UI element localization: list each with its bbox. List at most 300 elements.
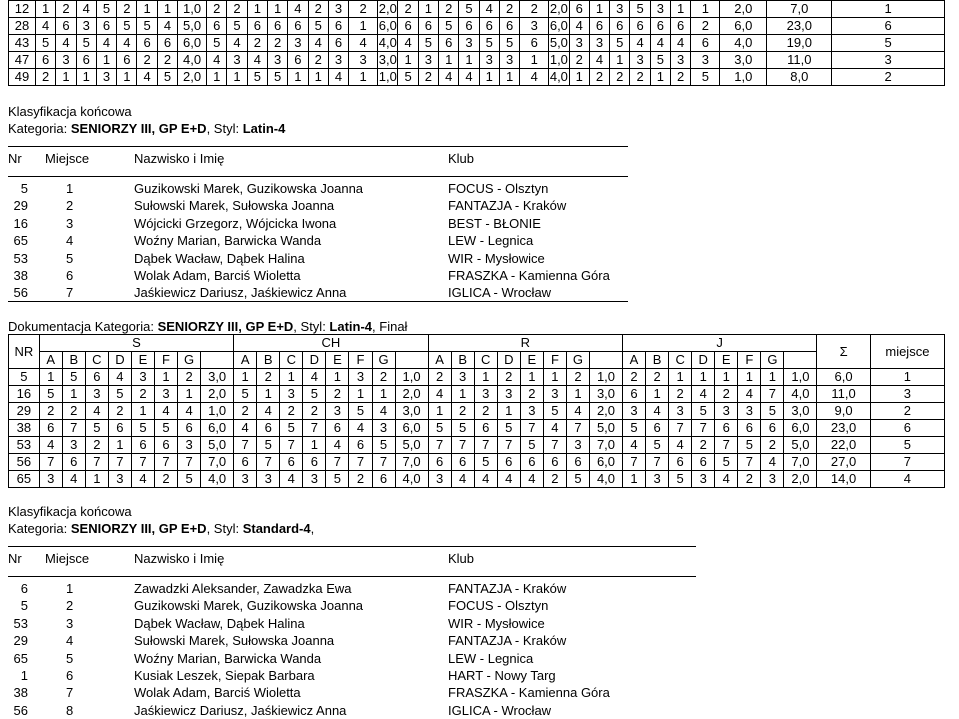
table-cell: 4,0 <box>549 69 568 84</box>
table-cell: 7,0 <box>201 454 234 471</box>
table-cell: 2,0 <box>178 69 207 86</box>
section1-rule-bottom <box>8 301 628 302</box>
table-cell: 1 <box>108 437 131 454</box>
table-cell: 7,0 <box>767 1 832 18</box>
table-cell: 5,0 <box>201 437 234 454</box>
table-cell: 3 <box>85 386 108 403</box>
list-item <box>8 667 648 684</box>
table-cell: 2 <box>646 369 669 386</box>
table-cell: 6 <box>630 18 650 35</box>
table-cell: 5 <box>669 471 692 488</box>
table-cell: 4,0 <box>590 471 623 488</box>
table-cell: 4 <box>56 35 76 52</box>
list-item <box>8 632 648 649</box>
table-cell: 3,0 <box>784 403 817 420</box>
table-cell: 3 <box>520 403 543 420</box>
table-cell: 5 <box>650 52 670 69</box>
judge-header: G <box>761 352 784 369</box>
table-cell: 2 <box>257 369 280 386</box>
table-cell: 1 <box>280 369 303 386</box>
section1-title: Klasyfikacja końcowa <box>8 104 132 119</box>
table-row <box>9 454 945 471</box>
table-cell: 7 <box>280 437 303 454</box>
entry-place: 8 <box>66 702 74 718</box>
table-cell: 5 <box>76 35 96 52</box>
entry-club: IGLICA - Wrocław <box>448 285 552 301</box>
entry-club: FOCUS - Olsztyn <box>448 181 549 196</box>
table-cell: 3 <box>479 52 499 69</box>
table-cell: 5 <box>257 437 280 454</box>
entry-club: LEW - Legnica <box>448 233 534 249</box>
table-cell: 8,0 <box>767 69 832 86</box>
top-results-table <box>8 0 945 86</box>
judge-header: E <box>520 352 543 369</box>
documentation-title: Dokumentacja Kategoria: SENIORZY III, GP E+D, Styl: Latin-4, Finał <box>8 319 408 334</box>
table-cell: 1 <box>227 69 247 86</box>
table-cell: 1 <box>459 52 479 69</box>
judge-header: A <box>39 352 62 369</box>
table-cell: 7 <box>692 420 715 437</box>
table-cell: 4 <box>520 471 543 488</box>
table-cell: 4 <box>257 403 280 420</box>
table-cell: 4 <box>428 386 451 403</box>
entry-place: 4 <box>66 233 74 249</box>
table-cell: 6 <box>303 454 326 471</box>
table-cell: 4 <box>589 52 609 69</box>
table-cell: 2 <box>349 1 378 18</box>
entry-couple: Jaśkiewicz Dariusz, Jaśkiewicz Anna <box>134 702 347 718</box>
empty-cell <box>201 352 234 369</box>
table-cell: 2,0 <box>201 386 234 403</box>
table-cell: 6 <box>715 420 738 437</box>
table-cell: 6 <box>428 454 451 471</box>
judge-header: B <box>257 352 280 369</box>
table-cell: 6 <box>418 18 438 35</box>
table-cell: 6 <box>207 18 227 35</box>
judge-header: C <box>474 352 497 369</box>
entry-couple: Sułowski Marek, Sułowska Joanna <box>134 633 335 649</box>
table-cell: 2 <box>439 1 459 18</box>
dance-header: S <box>39 335 233 352</box>
entry-number: 65 <box>13 233 28 249</box>
table-cell: 2 <box>234 403 257 420</box>
table-cell: 6 <box>832 18 945 35</box>
judge-header: C <box>85 352 108 369</box>
table-cell: 4 <box>646 403 669 420</box>
list-item <box>8 650 648 667</box>
entry-place: 2 <box>66 198 74 214</box>
table-cell: 5 <box>131 420 154 437</box>
judge-header: A <box>622 352 645 369</box>
table-cell: 1 <box>257 386 280 403</box>
table-cell: 3,0 <box>378 52 397 67</box>
table-cell: 6 <box>520 454 543 471</box>
table-cell: 4 <box>630 35 650 52</box>
table-cell: 1,0 <box>378 69 397 84</box>
table-cell: 5 <box>398 69 418 86</box>
entry-couple: Woźny Marian, Barwicka Wanda <box>134 233 322 249</box>
table-cell: 4,0 <box>201 471 234 488</box>
table-cell: 5 <box>108 386 131 403</box>
table-cell: 6 <box>328 18 348 35</box>
table-cell: 1 <box>178 386 201 403</box>
table-cell: 3 <box>761 471 784 488</box>
table-cell: 1 <box>691 1 720 18</box>
table-cell: 2 <box>137 52 157 69</box>
table-cell: 1 <box>497 403 520 420</box>
table-cell: 5 <box>543 403 566 420</box>
section2-rule-top <box>8 546 696 547</box>
table-cell: 6 <box>85 369 108 386</box>
table-cell: 1 <box>349 386 372 403</box>
table-cell: 5 <box>692 403 715 420</box>
table-cell: 1 <box>692 369 715 386</box>
header-place: Miejsce <box>45 551 90 566</box>
table-cell: 6 <box>288 52 308 69</box>
table-cell: 2 <box>247 35 267 52</box>
table-cell: 7 <box>738 454 761 471</box>
table-cell: 7 <box>520 420 543 437</box>
table-cell: 5 <box>62 369 85 386</box>
table-cell: 5 <box>428 420 451 437</box>
table-cell: 6 <box>543 454 566 471</box>
entry-club: IGLICA - Wrocław <box>448 702 552 718</box>
table-cell: 6 <box>589 18 609 35</box>
table-cell: 7 <box>669 420 692 437</box>
entry-club: FANTAZJA - Kraków <box>448 198 567 214</box>
table-cell: 6 <box>691 35 720 52</box>
table-cell: 14,0 <box>817 471 870 488</box>
table-cell: 3 <box>62 437 85 454</box>
table-cell: 5 <box>497 420 520 437</box>
table-cell: 7 <box>451 437 474 454</box>
dance-header: J <box>622 335 816 352</box>
table-cell: 5 <box>207 35 227 52</box>
table-cell: 3 <box>832 52 945 69</box>
table-cell: 7 <box>622 454 645 471</box>
judge-header: C <box>280 352 303 369</box>
table-cell: 1 <box>474 369 497 386</box>
table-cell: 3 <box>474 386 497 403</box>
list-item <box>8 580 648 597</box>
table-cell: 6 <box>108 420 131 437</box>
table-cell: 6 <box>288 18 308 35</box>
table-cell: 1 <box>715 369 738 386</box>
table-cell: 4 <box>85 403 108 420</box>
table-cell: 4 <box>870 471 944 488</box>
table-cell: 2 <box>870 403 944 420</box>
table-cell: 7 <box>870 454 944 471</box>
table-cell: 7 <box>108 454 131 471</box>
entry-couple: Wolak Adam, Barciś Wioletta <box>134 268 301 283</box>
table-cell: 4 <box>761 454 784 471</box>
section2-header-row <box>8 550 696 567</box>
table-cell: 2 <box>157 52 177 69</box>
table-cell: 6 <box>474 420 497 437</box>
judge-header: B <box>646 352 669 369</box>
table-cell: 4 <box>715 471 738 488</box>
table-cell: 7 <box>326 454 349 471</box>
entry-club: FANTAZJA - Kraków <box>448 581 567 596</box>
table-cell: 4 <box>543 420 566 437</box>
table-cell: 28 <box>9 18 36 35</box>
entry-club: FANTAZJA - Kraków <box>448 633 567 649</box>
table-cell: 6,0 <box>720 18 767 35</box>
table-cell: 2,0 <box>590 403 623 420</box>
table-cell: 4 <box>303 369 326 386</box>
table-cell: 3 <box>257 471 280 488</box>
list-item <box>8 215 648 232</box>
table-cell: 5 <box>566 471 589 488</box>
table-cell: 2 <box>497 369 520 386</box>
table-cell: 2 <box>62 403 85 420</box>
table-cell: 2 <box>630 69 650 86</box>
table-row <box>9 420 945 437</box>
table-cell: 4 <box>131 471 154 488</box>
table-cell: 2 <box>131 386 154 403</box>
table-cell: 5 <box>326 471 349 488</box>
judge-header: A <box>428 352 451 369</box>
table-cell: 5 <box>630 1 650 18</box>
table-cell: 2 <box>207 1 227 18</box>
table-cell: 23,0 <box>767 18 832 35</box>
table-cell: 1 <box>247 1 267 18</box>
entry-place: 3 <box>66 615 74 631</box>
judge-header: D <box>108 352 131 369</box>
list-item <box>8 284 648 301</box>
table-cell: 4 <box>227 35 247 52</box>
table-cell: 3 <box>671 52 691 69</box>
table-cell: 1 <box>267 1 287 18</box>
table-cell: 6,0 <box>201 420 234 437</box>
table-cell: 7,0 <box>395 454 428 471</box>
table-cell: 3 <box>280 386 303 403</box>
final-judges-body <box>9 335 945 488</box>
judge-header: F <box>349 352 372 369</box>
table-cell: 11,0 <box>767 52 832 69</box>
table-cell: 6 <box>622 386 645 403</box>
table-cell: 6 <box>326 420 349 437</box>
table-cell: 1 <box>671 1 691 18</box>
table-cell: 1 <box>520 369 543 386</box>
table-cell: 4 <box>566 403 589 420</box>
table-cell: 5 <box>267 69 287 86</box>
table-cell: 3 <box>451 369 474 386</box>
judge-header: B <box>62 352 85 369</box>
table-cell: 4 <box>108 369 131 386</box>
table-cell: 4 <box>234 420 257 437</box>
table-cell: 2 <box>56 1 76 18</box>
table-cell: 1 <box>589 1 609 18</box>
table-cell: 1 <box>155 369 178 386</box>
table-cell: 5 <box>646 437 669 454</box>
table-cell: 5 <box>372 437 395 454</box>
judge-header: C <box>669 352 692 369</box>
table-cell: 5 <box>459 1 479 18</box>
table-cell: 2 <box>428 369 451 386</box>
table-cell: 5 <box>96 1 116 18</box>
table-cell: 6 <box>451 454 474 471</box>
entry-number: 16 <box>13 215 28 231</box>
table-cell: 1 <box>131 403 154 420</box>
table-cell: 6 <box>439 35 459 52</box>
judge-header: D <box>692 352 715 369</box>
table-cell: 6,0 <box>549 18 568 33</box>
entry-number: 29 <box>13 198 28 214</box>
table-cell: 1,0 <box>549 52 568 67</box>
table-cell: 7 <box>372 454 395 471</box>
table-cell: 2 <box>832 69 945 86</box>
table-cell: 1,0 <box>178 1 207 18</box>
judge-header: A <box>234 352 257 369</box>
entry-club: BEST - BŁONIE <box>448 215 541 231</box>
table-cell: 6 <box>155 437 178 454</box>
table-cell: 2 <box>39 403 62 420</box>
table-row <box>9 403 945 420</box>
table-cell: 4 <box>349 35 378 52</box>
table-cell: 1 <box>870 369 944 386</box>
table-cell: 1 <box>428 403 451 420</box>
entry-number: 65 <box>13 650 28 666</box>
entry-place: 5 <box>66 250 74 266</box>
table-cell: 1,0 <box>590 369 623 386</box>
table-cell: 53 <box>9 437 40 454</box>
table-cell: 4 <box>157 18 177 35</box>
entry-couple: Dąbek Wacław, Dąbek Halina <box>134 615 305 631</box>
table-cell: 3 <box>738 403 761 420</box>
table-cell: 1,0 <box>395 369 428 386</box>
place-header: miejsce <box>870 335 944 369</box>
table-cell: 2 <box>566 369 589 386</box>
table-cell: 6 <box>131 437 154 454</box>
table-cell: 3 <box>288 35 308 52</box>
table-cell: 1 <box>117 69 137 86</box>
table-cell: 1 <box>85 471 108 488</box>
table-cell: 3 <box>328 1 348 18</box>
table-cell: 2 <box>326 386 349 403</box>
table-cell: 4 <box>288 1 308 18</box>
table-cell: 6,0 <box>784 420 817 437</box>
entry-number: 29 <box>13 633 28 649</box>
table-cell: 1 <box>62 386 85 403</box>
entry-place: 4 <box>66 633 74 649</box>
table-cell: 5 <box>178 471 201 488</box>
table-cell: 6 <box>459 18 479 35</box>
table-cell: 4 <box>479 1 499 18</box>
table-cell: 7 <box>39 454 62 471</box>
table-cell: 3 <box>96 69 116 86</box>
table-cell: 5 <box>439 18 459 35</box>
table-cell: 4 <box>372 403 395 420</box>
table-cell: 5 <box>474 454 497 471</box>
table-cell: 7 <box>761 386 784 403</box>
table-cell: 1 <box>288 69 308 86</box>
table-row <box>9 471 945 488</box>
table-cell: 4 <box>328 69 348 86</box>
table-cell: 3 <box>428 471 451 488</box>
empty-cell <box>590 352 623 369</box>
table-cell: 11,0 <box>817 386 870 403</box>
table-cell: 1 <box>439 52 459 69</box>
table-cell: 4 <box>650 35 670 52</box>
table-cell: 6 <box>257 420 280 437</box>
table-cell: 1 <box>479 69 499 86</box>
table-cell: 1 <box>207 69 227 86</box>
table-cell: 6 <box>761 420 784 437</box>
table-cell: 3 <box>108 471 131 488</box>
table-cell: 7 <box>349 454 372 471</box>
table-cell: 5,0 <box>178 18 207 35</box>
table-cell: 3 <box>155 386 178 403</box>
entry-club: FRASZKA - Kamienna Góra <box>448 268 610 283</box>
header-nr: Nr <box>8 151 22 166</box>
table-cell: 49 <box>9 69 36 86</box>
judge-header: F <box>155 352 178 369</box>
entry-place: 6 <box>66 668 74 683</box>
table-cell: 3 <box>349 52 378 69</box>
entry-number: 53 <box>13 250 28 266</box>
judge-header-row <box>9 352 945 369</box>
table-cell: 6,0 <box>378 18 397 33</box>
entry-couple: Wolak Adam, Barciś Wioletta <box>134 685 301 701</box>
table-cell: 7 <box>155 454 178 471</box>
table-cell: 2 <box>372 369 395 386</box>
list-item <box>8 250 648 267</box>
table-cell: 1 <box>326 369 349 386</box>
table-cell: 2 <box>349 471 372 488</box>
table-cell: 6 <box>569 1 589 18</box>
table-cell: 4 <box>39 437 62 454</box>
table-cell: 3 <box>76 18 96 35</box>
table-cell: 2 <box>267 35 287 52</box>
judge-header: F <box>543 352 566 369</box>
table-cell: 5 <box>9 369 40 386</box>
table-cell: 2 <box>108 403 131 420</box>
table-cell: 1 <box>451 386 474 403</box>
table-cell: 5 <box>761 403 784 420</box>
table-cell: 3,0 <box>395 403 428 420</box>
table-cell: 4,0 <box>784 386 817 403</box>
table-cell: 1 <box>650 69 670 86</box>
table-cell: 2 <box>85 437 108 454</box>
table-cell: 1 <box>39 369 62 386</box>
table-row <box>9 386 945 403</box>
empty-cell <box>395 352 428 369</box>
table-cell: 1 <box>349 69 378 86</box>
table-cell: 3 <box>227 52 247 69</box>
table-cell: 6 <box>499 18 519 35</box>
table-cell: 5 <box>280 420 303 437</box>
table-cell: 1,0 <box>784 369 817 386</box>
table-cell: 5,0 <box>590 420 623 437</box>
entry-number: 38 <box>13 685 28 701</box>
table-cell: 5 <box>303 386 326 403</box>
table-cell: 5 <box>117 18 137 35</box>
table-cell: 3 <box>650 1 670 18</box>
table-cell: 3 <box>303 471 326 488</box>
list-item <box>8 684 648 701</box>
table-cell: 3,0 <box>201 369 234 386</box>
table-cell: 4 <box>96 35 116 52</box>
table-cell: 6 <box>56 18 76 35</box>
section1-rule-mid <box>8 176 628 177</box>
table-cell: 2 <box>117 1 137 18</box>
table-cell: 4 <box>137 69 157 86</box>
table-cell: 1 <box>372 386 395 403</box>
table-cell: 7 <box>646 454 669 471</box>
entry-couple: Kusiak Leszek, Siepak Barbara <box>134 668 315 683</box>
table-cell: 1 <box>308 69 328 86</box>
